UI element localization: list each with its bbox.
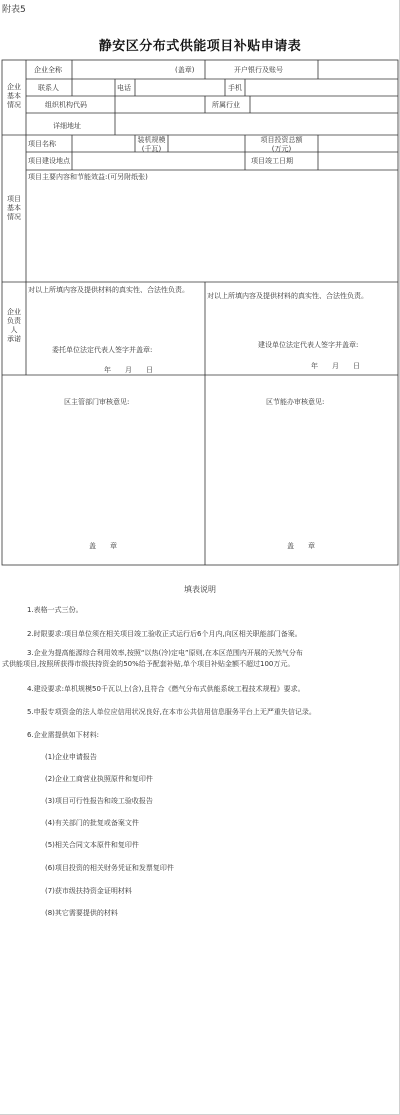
instruction-1: 1.表格一式三份。 (27, 606, 83, 614)
material-item: (1)企业申请报告 (45, 753, 97, 761)
build-site-field[interactable] (72, 153, 245, 170)
enterprise-section-label: 企业 基本 情况 (7, 83, 21, 109)
contact-label: 联系人 (38, 84, 59, 92)
completion-date-field[interactable] (318, 153, 398, 170)
material-item: (3)项目可行性报告和竣工验收报告 (45, 797, 153, 805)
enterprise-name-label: 企业全称 (34, 66, 62, 74)
phone-label: 电话 (117, 84, 131, 92)
material-item: (2)企业工商营业执照原件和复印件 (45, 775, 153, 783)
project-content-label: 项目主要内容和节能效益:(可另附纸张) (28, 173, 148, 181)
commitment-section-label: 企业 负责 人 承诺 (7, 308, 21, 343)
district-dept-seal: 盖 章 (89, 542, 117, 550)
org-code-label: 组织机构代码 (45, 101, 87, 109)
capacity-field[interactable] (168, 136, 245, 152)
instruction-2: 2.时限要求:项目单位须在相关项目竣工验收正式运行后6个月内,向区相关职能部门备案。 (27, 630, 302, 638)
instruction-3-cont: 式供能项目,按照所获得市级扶持资金的50%给予配套补贴,单个项目补贴金额不超过100万元。 (2, 660, 295, 668)
instructions-title: 填表说明 (184, 585, 216, 594)
commitment-left-sign: 委托单位法定代表人签字并盖章: (52, 346, 153, 354)
material-item: (6)项目投资的相关财务凭证和发票复印件 (45, 864, 174, 872)
project-name-field[interactable] (72, 136, 135, 152)
instruction-3: 3.企业为提高能源综合利用效率,按照“以热(冷)定电”原则,在本区范围内开展的天然气分布 (27, 649, 303, 657)
energy-office-seal: 盖 章 (287, 542, 315, 550)
industry-field[interactable] (250, 97, 398, 113)
commitment-right-sign: 建设单位法定代表人签字并盖章: (258, 341, 359, 349)
annex-label: 附表5 (2, 5, 26, 15)
instruction-4: 4.建设要求:单机规模50千瓦以上(含),且符合《燃气分布式供能系统工程技术规程》要求。 (27, 685, 305, 693)
project-section-label: 项目 基本 情况 (7, 195, 21, 221)
mobile-field[interactable] (245, 80, 398, 96)
industry-label: 所属行业 (212, 101, 240, 109)
material-item: (8)其它需要提供的材料 (45, 909, 118, 917)
material-item: (4)有关部门的批复或备案文件 (45, 819, 139, 827)
phone-field[interactable] (135, 80, 225, 96)
investment-field[interactable] (318, 136, 398, 152)
org-code-field[interactable] (115, 97, 205, 113)
material-item: (7)获市级扶持资金证明材料 (45, 887, 132, 895)
district-dept-review-label: 区主管部门审核意见: (64, 398, 130, 406)
build-site-label: 项目建设地点 (28, 157, 70, 165)
instruction-5: 5.申报专项资金的法人单位应信用状况良好,在本市公共信用信息服务平台上无严重失信记录。 (27, 708, 316, 716)
project-content-field[interactable] (27, 184, 397, 281)
commitment-left-date: 年 月 日 (104, 366, 153, 374)
material-item: (5)相关合同文本原件和复印件 (45, 841, 139, 849)
capacity-label: 装机规模 (千瓦) (137, 136, 166, 153)
bank-account-label: 开户银行及账号 (234, 66, 283, 74)
bank-account-field[interactable] (318, 61, 398, 79)
address-label: 详细地址 (53, 122, 81, 130)
mobile-label: 手机 (228, 84, 242, 92)
district-dept-review-field[interactable] (27, 410, 204, 530)
instruction-6: 6.企业需提供如下材料: (27, 731, 100, 739)
address-field[interactable] (115, 114, 398, 135)
completion-date-label: 项目竣工日期 (251, 157, 293, 165)
contact-field[interactable] (72, 80, 115, 96)
project-name-label: 项目名称 (28, 140, 56, 148)
investment-label: 项目投资总额 (万元) (260, 136, 303, 153)
seal-label: (盖章) (175, 66, 195, 74)
energy-office-review-field[interactable] (206, 410, 397, 530)
energy-office-review-label: 区节能办审核意见: (266, 398, 325, 406)
commitment-left-text: 对以上所填内容及提供材料的真实性、合法性负责。 (28, 286, 189, 294)
form-title: 静安区分布式供能项目补贴申请表 (98, 39, 302, 54)
commitment-right-text: 对以上所填内容及提供材料的真实性、合法性负责。 (207, 292, 368, 300)
commitment-right-date: 年 月 日 (311, 362, 360, 370)
